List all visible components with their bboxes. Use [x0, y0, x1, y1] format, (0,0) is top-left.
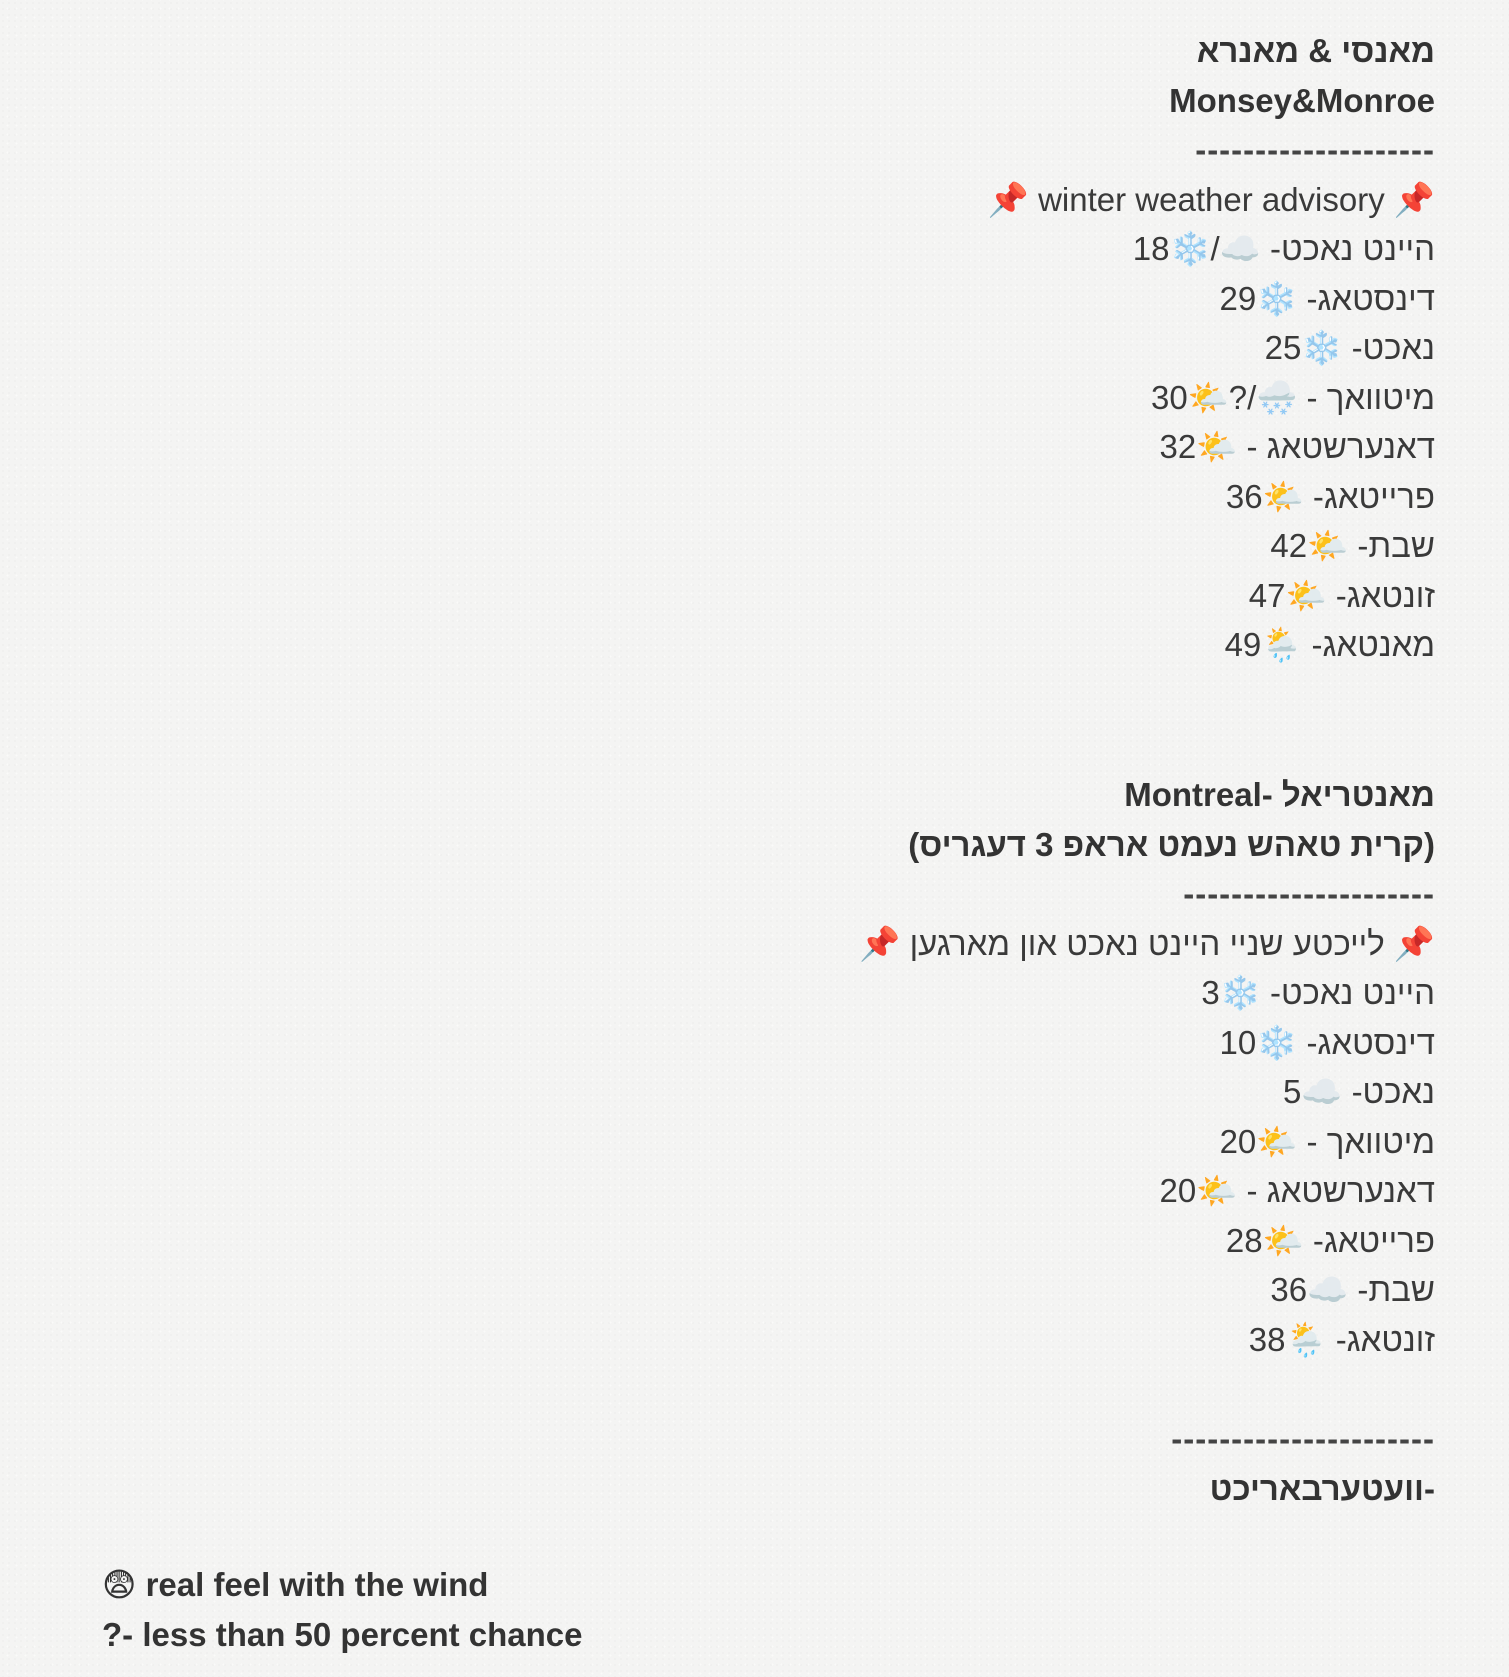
forecast-day-shabbos: שבת- 🌤️42	[1270, 527, 1435, 564]
section-subtitle: (קרית טאהש נעמט אראפ 3 דעגריס)	[908, 825, 1435, 863]
footer-divider: ----------------------	[1171, 1420, 1435, 1457]
forecast-day-monday: מאנטאג- 🌦️49	[1224, 626, 1435, 663]
legend	[102, 1560, 583, 1659]
divider: ---------------------	[1183, 875, 1435, 912]
legend-real-feel: 😨 real feel with the wind	[102, 1566, 489, 1603]
monsey-monroe-section	[535, 26, 1435, 670]
montreal-section	[535, 770, 1435, 1364]
forecast-day-friday: פרייטאג- 🌤️28	[1225, 1221, 1435, 1259]
forecast-day-tonight: היינט נאכט- ❄️3	[1201, 974, 1435, 1011]
forecast-day-tonight: היינט נאכט- ☁️/❄️18	[1132, 230, 1435, 267]
forecast-day-wednesday: מיטוואך - 🌤️20	[1219, 1122, 1435, 1160]
forecast-day-wednesday: מיטוואך - 🌨️/?🌤️30	[1150, 378, 1435, 416]
forecast-day-tuesday: דינסטאג- ❄️10	[1219, 1023, 1435, 1061]
forecast-day-sunday: זונטאג- 🌦️38	[1248, 1320, 1435, 1358]
forecast-day-thursday: דאנערשטאג - 🌤️20	[1159, 1172, 1435, 1209]
footer-section	[535, 1414, 1435, 1513]
forecast-day-sunday: זונטאג- 🌤️47	[1248, 576, 1435, 614]
forecast-day-tuesday-night: נאכט- ☁️5	[1282, 1073, 1435, 1110]
advisory-note: 📌 winter weather advisory 📌	[987, 180, 1435, 218]
forecast-day-friday: פרייטאג- 🌤️36	[1225, 477, 1435, 515]
footer-credit: -וועטערבאריכט	[1209, 1469, 1435, 1507]
legend-question-mark: ?- less than 50 percent chance	[102, 1615, 583, 1653]
divider: --------------------	[1195, 131, 1435, 168]
section-title: מאנטריאל -Montreal	[1124, 776, 1435, 813]
section-title-english: Monsey&Monroe	[1169, 81, 1435, 119]
forecast-day-shabbos: שבת- ☁️36	[1270, 1271, 1435, 1308]
section-title-hebrew: מאנסי & מאנרא	[1196, 32, 1435, 69]
advisory-note: 📌 לייכטע שניי היינט נאכט און מארגען 📌	[859, 924, 1435, 962]
forecast-day-tuesday-night: נאכט- ❄️25	[1264, 329, 1435, 366]
forecast-day-tuesday: דינסטאג- ❄️29	[1219, 279, 1435, 317]
forecast-day-thursday: דאנערשטאג - 🌤️32	[1159, 428, 1435, 465]
